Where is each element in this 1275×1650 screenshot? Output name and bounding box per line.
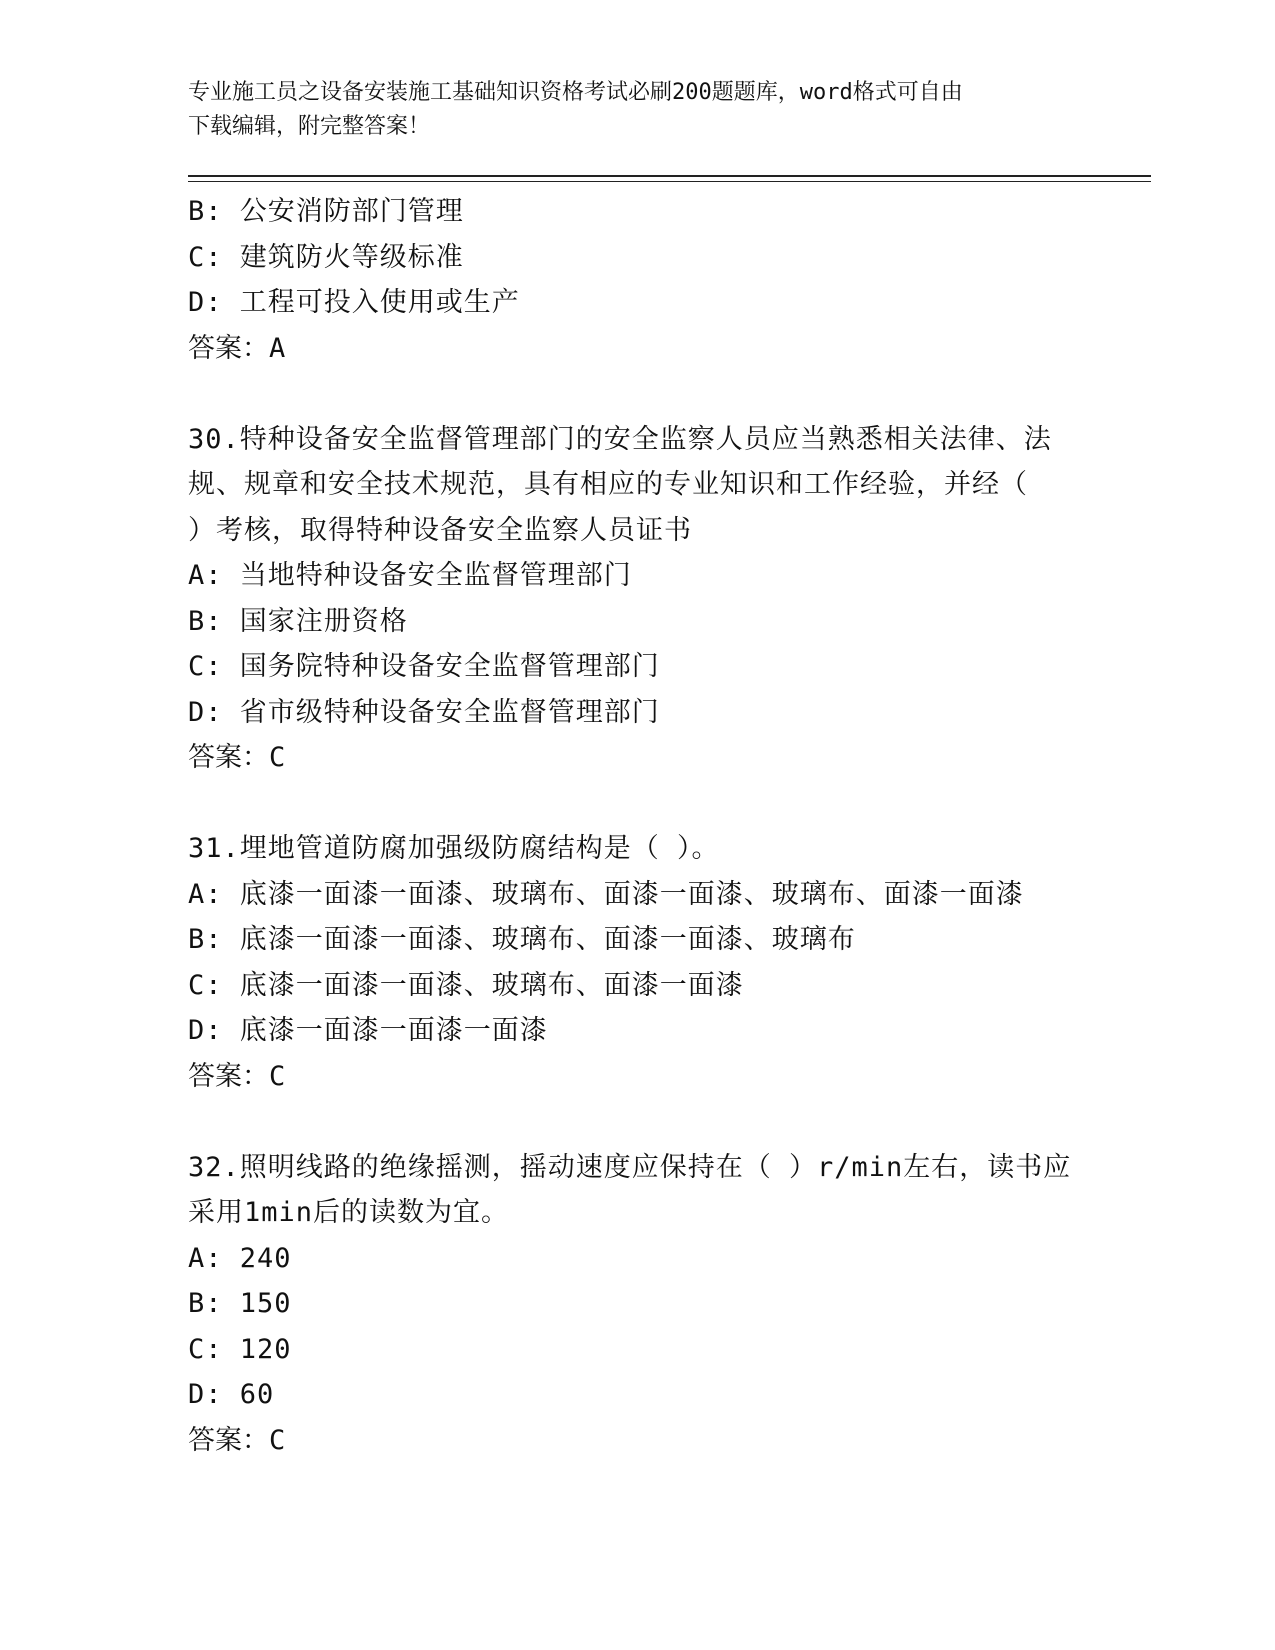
document-header (188, 76, 1088, 144)
spacer (188, 1099, 1118, 1145)
spacer (188, 781, 1118, 827)
header-divider (188, 175, 1151, 177)
header-line-1: 专业施工员之设备安装施工基础知识资格考试必刷200题题库，word格式可自由 (188, 80, 963, 105)
question-31 (188, 826, 1118, 1099)
option-c: C: 120 (188, 1333, 292, 1365)
question-stem: 规、规章和安全技术规范，具有相应的专业知识和工作经验，并经（ (188, 469, 1028, 500)
answer: 答案：A (188, 332, 286, 364)
question-30 (188, 417, 1118, 781)
question-stem: 31.埋地管道防腐加强级防腐结构是（ ）。 (188, 833, 720, 864)
answer: 答案：C (188, 1424, 286, 1456)
option-b: B: 底漆一面漆一面漆、玻璃布、面漆一面漆、玻璃布 (188, 924, 856, 955)
option-a: A: 底漆一面漆一面漆、玻璃布、面漆一面漆、玻璃布、面漆一面漆 (188, 878, 1024, 910)
question-stem: 采用1min后的读数为宜。 (188, 1197, 510, 1228)
option-c: C: 建筑防火等级标准 (188, 241, 464, 273)
question-32 (188, 1145, 1118, 1464)
option-d: D: 底漆一面漆一面漆一面漆 (188, 1015, 548, 1046)
question-list (188, 189, 1118, 1463)
option-d: D: 60 (188, 1379, 275, 1410)
option-c: C: 底漆一面漆一面漆、玻璃布、面漆一面漆 (188, 969, 744, 1001)
spacer (188, 371, 1118, 417)
header-divider-thin (188, 181, 1151, 182)
question-stem: 32.照明线路的绝缘摇测，摇动速度应保持在（ ）r/min左右，读书应 (188, 1151, 1072, 1183)
option-b: B: 公安消防部门管理 (188, 196, 464, 227)
question-29-tail (188, 189, 1118, 371)
option-b: B: 150 (188, 1288, 292, 1319)
question-stem: 30.特种设备安全监督管理部门的安全监察人员应当熟悉相关法律、法 (188, 423, 1052, 455)
option-b: B: 国家注册资格 (188, 605, 408, 637)
option-d: D: 省市级特种设备安全监督管理部门 (188, 696, 660, 728)
option-a: A: 当地特种设备安全监督管理部门 (188, 560, 632, 591)
option-c: C: 国务院特种设备安全监督管理部门 (188, 651, 660, 682)
option-d: D: 工程可投入使用或生产 (188, 287, 520, 318)
answer: 答案：C (188, 742, 286, 773)
answer: 答案：C (188, 1060, 286, 1092)
header-line-2: 下载编辑，附完整答案！ (188, 114, 431, 139)
option-a: A: 240 (188, 1242, 292, 1274)
question-stem: ）考核，取得特种设备安全监察人员证书 (188, 514, 692, 546)
